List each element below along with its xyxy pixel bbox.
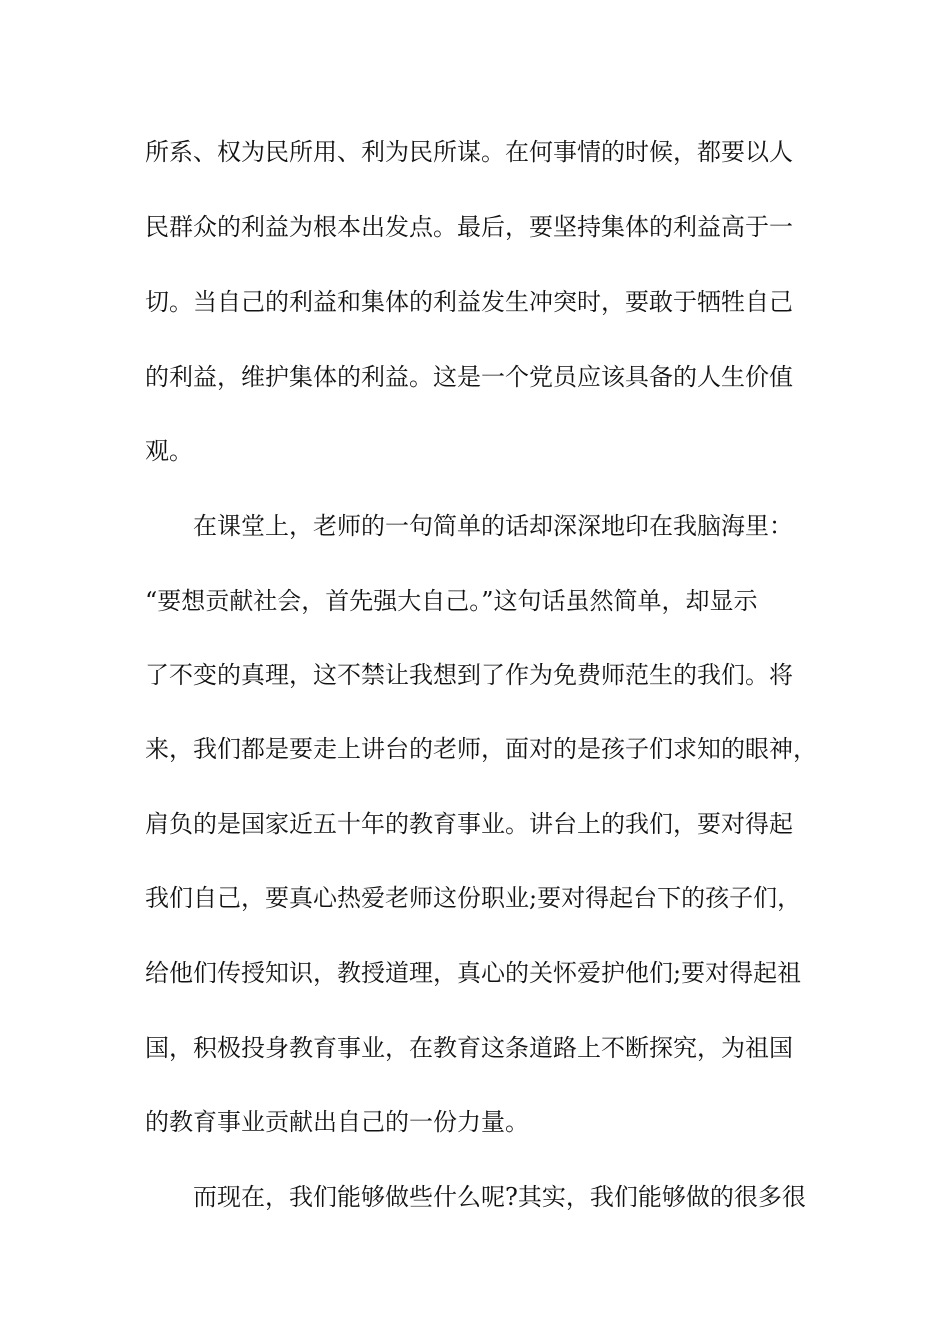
text-line: 国，积极投身教育事业，在教育这条道路上不断探究，为祖国 xyxy=(145,1034,793,1062)
text-line: 所系、权为民所用、利为民所谋。在何事情的时候，都要以人 xyxy=(145,138,793,166)
text-line: 的教育事业贡献出自己的一份力量。 xyxy=(145,1108,529,1136)
text-line: “要想贡献社会，首先强大自己。”这句话虽然简单，却显示 xyxy=(145,587,758,615)
text-line: 肩负的是国家近五十年的教育事业。讲台上的我们，要对得起 xyxy=(145,810,793,838)
text-line: 来，我们都是要走上讲台的老师，面对的是孩子们求知的眼神， xyxy=(145,735,817,763)
text-line: 的利益，维护集体的利益。这是一个党员应该具备的人生价值 xyxy=(145,363,793,391)
text-line: 我们自己，要真心热爱老师这份职业;要对得起台下的孩子们， xyxy=(145,884,802,912)
text-line: 了不变的真理，这不禁让我想到了作为免费师范生的我们。将 xyxy=(145,661,793,689)
text-line: 观。 xyxy=(145,437,193,465)
text-line: 切。当自己的利益和集体的利益发生冲突时，要敢于牺牲自己 xyxy=(145,288,793,316)
text-line: 给他们传授知识，教授道理，真心的关怀爱护他们;要对得起祖 xyxy=(145,959,802,987)
paragraph-first-line: 而现在，我们能够做些什么呢?其实，我们能够做的很多很 xyxy=(193,1183,806,1211)
paragraph-first-line: 在课堂上，老师的一句简单的话却深深地印在我脑海里： xyxy=(193,512,793,540)
text-line: 民群众的利益为根本出发点。最后，要坚持集体的利益高于一 xyxy=(145,213,793,241)
